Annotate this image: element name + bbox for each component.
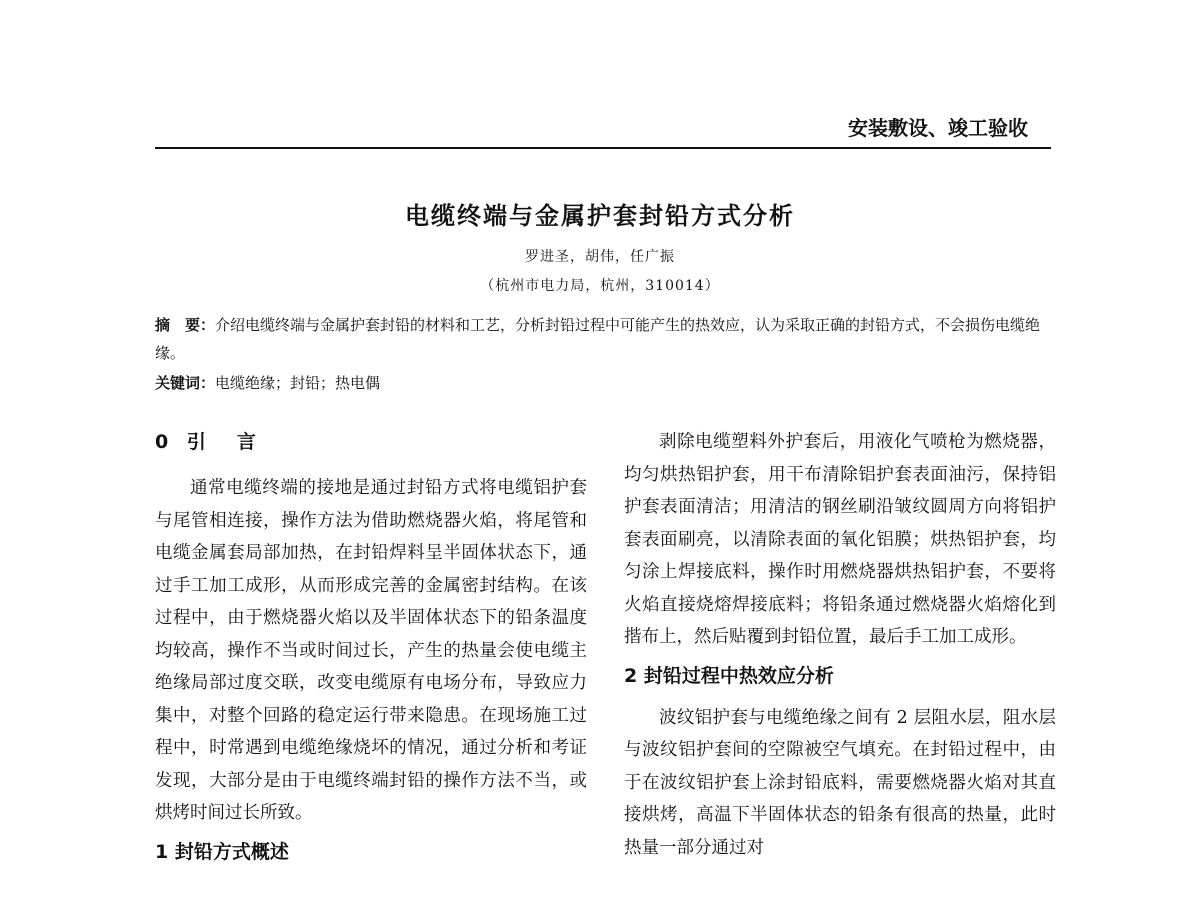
- section-0-paragraph: 通常电缆终端的接地是通过封铅方式将电缆铝护套与尾管相连接，操作方法为借助燃烧器火焰，将尾管和电缆金属套局部加热，在封铅焊料呈半固体状态下，通过手工加工成形，从而形成完善的金属密封结构。在该过程中，由于燃烧器火焰以及半固体状态下的铅条温度均较高，操作不当或时间过长，产生的热量会使电缆主绝缘局部过度交联，改变电缆原有电场分布，导致应力集中，对整个回路的稳定运行带来隐患。在现场施工过程中，时常遇到电缆绝缘烧坏的情况，通过分析和考证发现，大部分是由于电缆终端封铅的操作方法不当，或烘烤时间过长所致。: [155, 478, 587, 823]
- abstract-label: 摘 要：: [155, 316, 216, 334]
- keywords-label: 关键词：: [155, 374, 216, 392]
- abstract: [155, 311, 1051, 367]
- section-0-heading: 0 引 言: [155, 431, 262, 453]
- abstract-text: 介绍电缆终端与金属护套封铅的材料和工艺，分析封铅过程中可能产生的热效应，认为采取正确的封铅方式，不会损伤电缆绝缘。: [155, 316, 1041, 362]
- section-2-paragraph: 波纹铝护套与电缆绝缘之间有 2 层阻水层，阻水层与波纹铝护套间的空隙被空气填充。在封铅过程中，由于在波纹铝护套上涂封铅底料，需要燃烧器火焰对其直接烘烤，高温下半固体状态的铅条有很高的热量，此时热量一部分通过对: [624, 707, 1056, 858]
- article-affiliation: （杭州市电力局，杭州，310014）: [480, 278, 720, 294]
- keywords: [155, 369, 1051, 397]
- article-title: 电缆终端与金属护套封铅方式分析: [405, 202, 795, 230]
- header-rule: [155, 147, 1051, 149]
- article-authors: 罗进圣，胡伟，任广振: [525, 249, 675, 265]
- right-column: [624, 426, 1056, 864]
- section-2-heading: 2 封铅过程中热效应分析: [624, 664, 834, 687]
- section-1-heading: 1 封铅方式概述: [155, 840, 289, 863]
- running-header: 安装敷设、竣工验收: [848, 116, 1028, 140]
- keywords-text: 电缆绝缘；封铅；热电偶: [215, 374, 381, 392]
- left-column: [155, 426, 587, 868]
- section-1-paragraph: 剥除电缆塑料外护套后，用液化气喷枪为燃烧器，均匀烘热铝护套，用干布清除铝护套表面油污，保持铝护套表面清洁；用清洁的钢丝刷沿皱纹圆周方向将铝护套表面刷亮，以清除表面的氧化铝膜；烘热铝护套，均匀涂上焊接底料，操作时用燃烧器烘热铝护套，不要将火焰直接烧熔焊接底料；将铅条通过燃烧器火焰熔化到揩布上，然后贴覆到封铅位置，最后手工加工成形。: [624, 432, 1056, 647]
